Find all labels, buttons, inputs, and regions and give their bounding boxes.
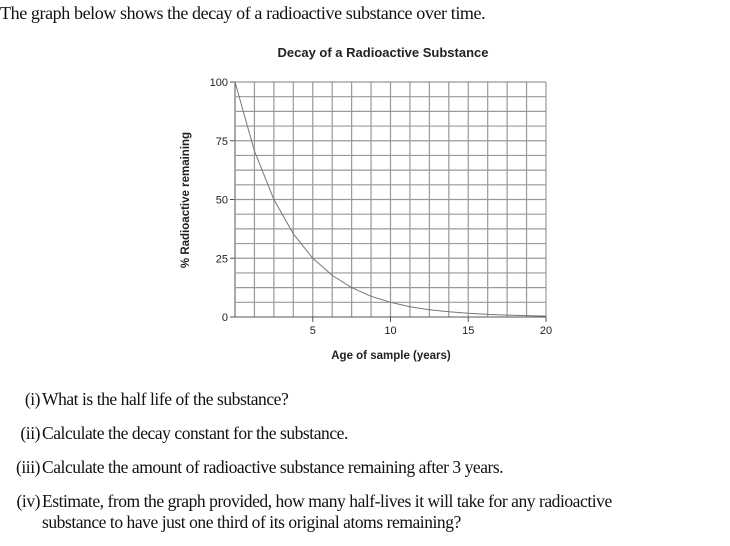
chart-title: Decay of a Radioactive Substance	[277, 45, 489, 60]
y-axis-label: % Radioactive remaining	[180, 131, 192, 269]
question-number: (iv)	[16, 491, 40, 511]
question-3	[16, 457, 504, 478]
question-text: Calculate the decay constant for the substance.	[42, 423, 348, 443]
question-number: (iii)	[16, 457, 40, 477]
intro-text: The graph below shows the decay of a radioactive substance over time.	[0, 3, 486, 23]
question-text: Calculate the amount of radioactive substance remaining after 3 years.	[42, 457, 504, 477]
question-number: (ii)	[20, 423, 40, 443]
question-text: Estimate, from the graph provided, how many half-lives it will take for any radioactive	[42, 491, 612, 511]
question-text-cont: substance to have just one third of its original atoms remaining?	[42, 512, 461, 532]
x-tick-label: 10	[384, 325, 397, 337]
tick-labels	[210, 77, 552, 337]
x-tick-label: 15	[462, 325, 475, 337]
y-tick-label: 0	[221, 312, 228, 324]
question-text: What is the half life of the substance?	[42, 389, 289, 409]
x-tick-label: 20	[539, 325, 553, 337]
question-2	[20, 423, 348, 444]
x-axis-label: Age of sample (years)	[331, 350, 451, 362]
y-tick-label: 75	[215, 135, 228, 148]
question-number: (i)	[24, 389, 40, 409]
grid	[230, 82, 546, 322]
y-tick-label: 25	[215, 253, 228, 266]
y-tick-label: 50	[215, 194, 228, 207]
question-4	[16, 491, 612, 533]
y-tick-label: 100	[209, 77, 228, 89]
x-tick-label: 5	[309, 325, 316, 337]
question-1	[24, 389, 289, 410]
